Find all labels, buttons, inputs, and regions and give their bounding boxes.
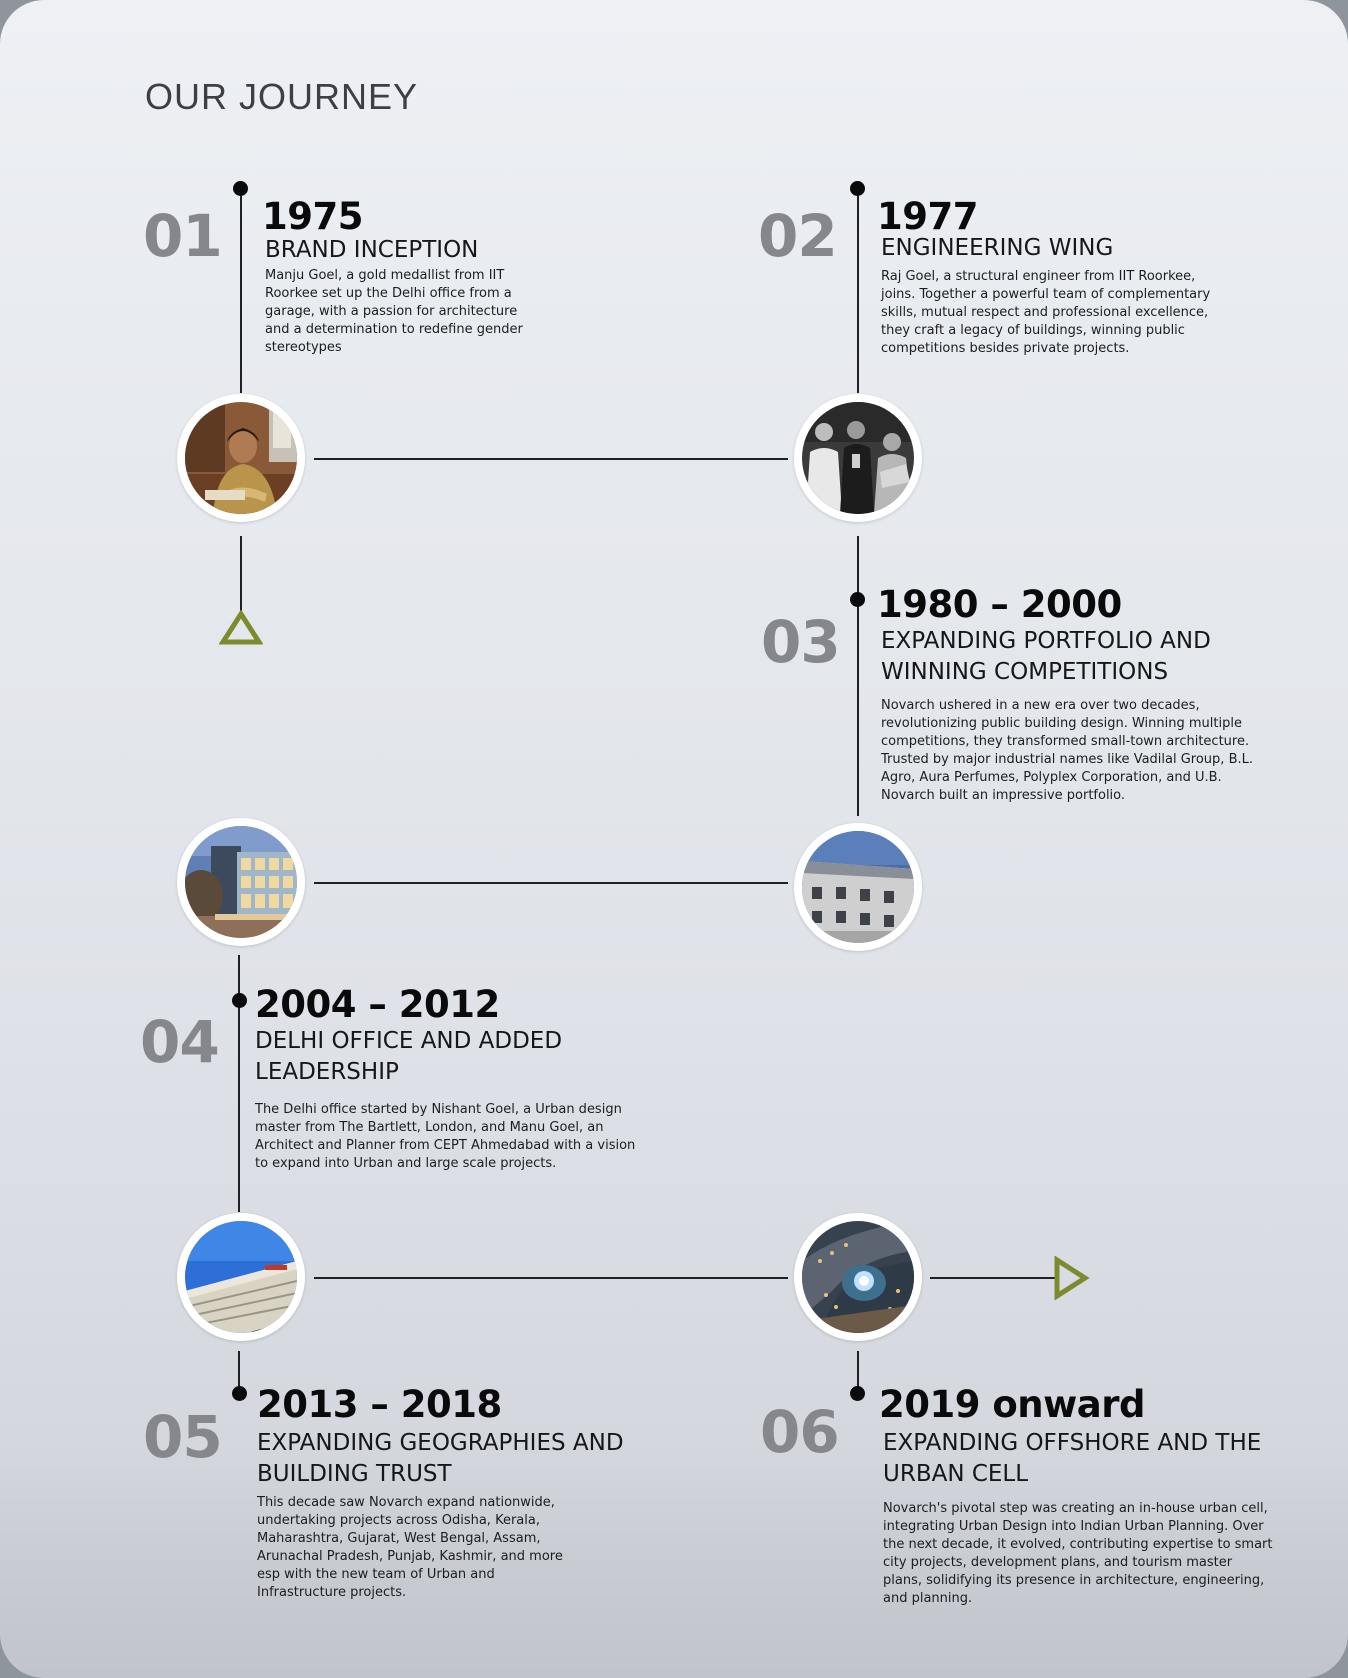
milestone-year: 1975 xyxy=(262,195,363,238)
milestone-number: 06 xyxy=(760,1398,839,1466)
milestone-description: Manju Goel, a gold medallist from IIT Roorkee set up the Delhi office from a garage, with a passion for architecture and a determination to redefine gender stereotypes xyxy=(265,268,523,355)
milestone-heading: EXPANDING GEOGRAPHIES AND BUILDING TRUST xyxy=(257,1430,624,1487)
timeline-dot xyxy=(233,181,248,196)
milestone-description: The Delhi office started by Nishant Goel, a Urban design master from The Bartlett, London, and Manu Goel, an Architect and Planner from CEPT Ahmedabad with a vision to expand into Urban and large scale projects. xyxy=(255,1102,636,1171)
milestone-year: 1977 xyxy=(877,195,978,238)
milestone-heading: DELHI OFFICE AND ADDED LEADERSHIP xyxy=(255,1028,563,1085)
timeline-line xyxy=(240,188,242,393)
play-arrow-icon xyxy=(1052,1256,1092,1300)
up-triangle-icon xyxy=(219,610,263,646)
urban-plaza-aerial-photo xyxy=(794,1213,922,1341)
industrial-facade-photo xyxy=(177,1213,305,1341)
milestone-description: Raj Goel, a structural engineer from IIT Roorkee, joins. Together a powerful team of complementary skills, mutual respect and professional excellence, they craft a legacy of buildings, winning public competitions besides private projects. xyxy=(881,269,1211,356)
timeline-line xyxy=(857,188,859,393)
milestone-heading: EXPANDING PORTFOLIO AND WINNING COMPETITIONS xyxy=(881,628,1211,685)
milestone-heading: BRAND INCEPTION xyxy=(265,237,479,263)
milestone-year: 1980 – 2000 xyxy=(877,583,1122,626)
milestone-description: Novarch's pivotal step was creating an in-house urban cell, integrating Urban Design into Indian Urban Planning. Over the next decade, it evolved, contributing expertise to smart city projects, development plans, and tourism master plans, solidifying its presence in architecture, engineering, and planning. xyxy=(883,1501,1273,1606)
page-title: OUR JOURNEY xyxy=(145,76,419,117)
milestone-heading: EXPANDING OFFSHORE AND THE URBAN CELL xyxy=(883,1430,1262,1487)
timeline-dot xyxy=(850,1386,865,1401)
milestone-description: Novarch ushered in a new era over two decades, revolutionizing public building design. Winning multiple competitions, they transformed small-town architecture. Trusted by major industrial names like Vadilal Group, B.L. Agro, Aura Perfumes, Polyplex Corporation, and U.B. Novarch built an impressive portfolio. xyxy=(881,698,1253,803)
milestone-number: 03 xyxy=(761,608,840,676)
milestone-number: 04 xyxy=(140,1008,219,1076)
timeline-line xyxy=(314,458,788,460)
founder-at-desk-photo xyxy=(177,394,305,522)
timeline-line xyxy=(930,1277,1058,1279)
timeline-dot xyxy=(232,1386,247,1401)
milestone-number: 02 xyxy=(758,202,837,270)
milestone-number: 01 xyxy=(143,202,222,270)
timeline-line xyxy=(240,536,242,618)
milestone-number: 05 xyxy=(143,1403,222,1471)
milestone-year: 2019 onward xyxy=(879,1383,1146,1426)
glass-office-building-photo xyxy=(177,818,305,946)
timeline-line xyxy=(857,536,859,816)
school-building-photo xyxy=(794,823,922,951)
timeline-dot xyxy=(850,181,865,196)
award-ceremony-photo xyxy=(794,394,922,522)
milestone-heading: ENGINEERING WING xyxy=(881,235,1114,261)
timeline-line xyxy=(314,1277,788,1279)
milestone-year: 2004 – 2012 xyxy=(255,983,500,1026)
timeline-dot xyxy=(850,592,865,607)
timeline-dot xyxy=(232,993,247,1008)
milestone-description: This decade saw Novarch expand nationwide, undertaking projects across Odisha, Kerala, Maharashtra, Gujarat, West Bengal, Assam, Arunachal Pradesh, Punjab, Kashmir, and more esp with the new team of Urban and Infrastructure projects. xyxy=(257,1495,563,1600)
timeline-line xyxy=(314,882,788,884)
milestone-year: 2013 – 2018 xyxy=(257,1383,502,1426)
